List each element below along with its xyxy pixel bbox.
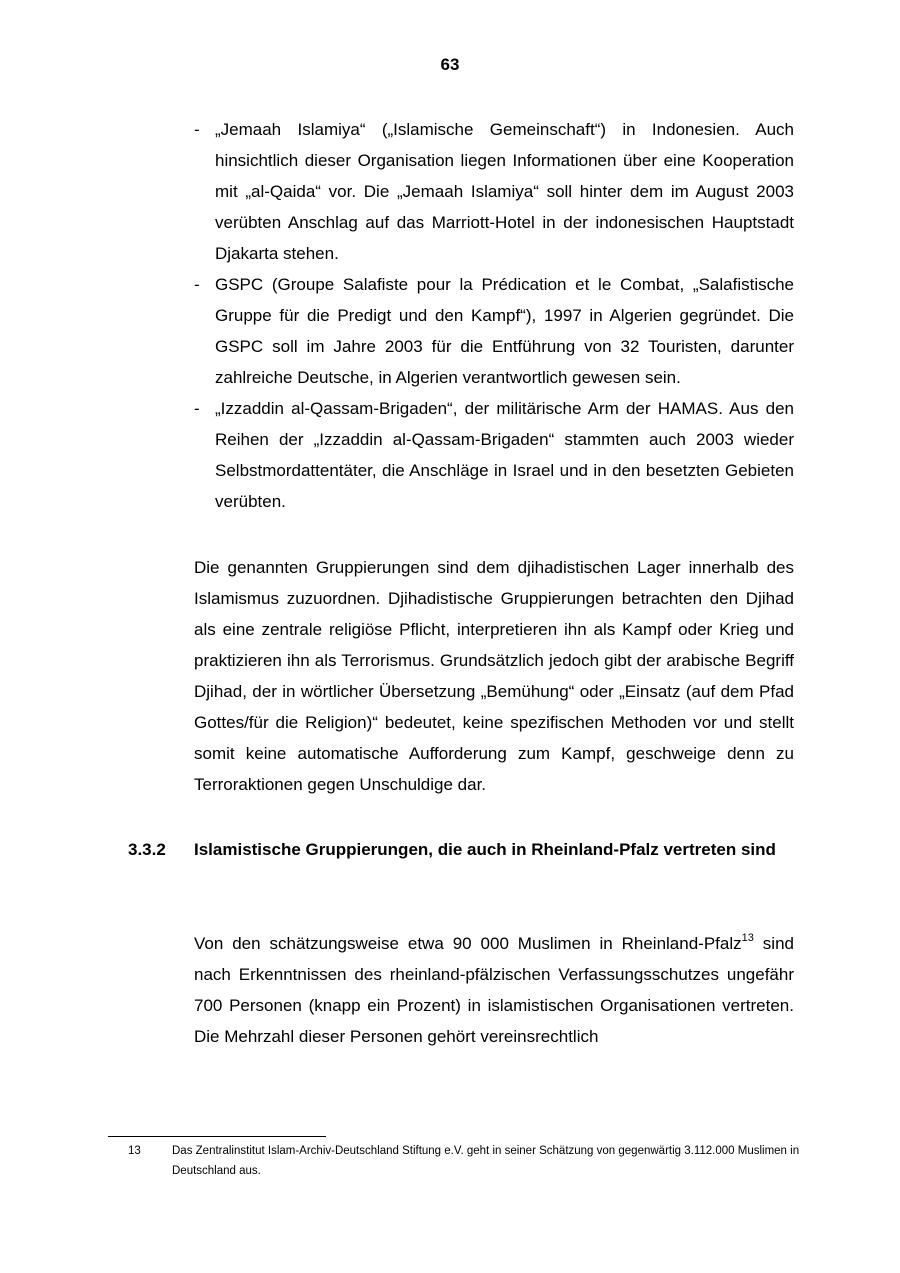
list-item-text: GSPC (Groupe Salafiste pour la Prédication et le Combat, „Salafistische Gruppe für die Predigt und den Kampf“), 1997 in Algerien gegründet. Die GSPC soll im Jahre 2003 für die Entführung von 32 Touristen, darunter zahlreiche Deutsche, in Algerien verantwortlich gewesen sein. (215, 275, 794, 387)
list-item (194, 114, 794, 269)
list-dash: - (194, 399, 200, 418)
djihad-paragraph: Die genannten Gruppierungen sind dem djihadistischen Lager innerhalb des Islamismus zuzuordnen. Djihadistische Gruppierungen betrachten den Djihad als eine zentrale religiöse Pflicht, interpretieren ihn als Kampf oder Krieg und praktizieren ihn als Terrorismus. Grundsätzlich jedoch gibt der arabische Begriff Djihad, der in wörtlicher Übersetzung „Bemühung“ oder „Einsatz (auf dem Pfad Gottes/für die Religion)“ bedeutet, keine spezifischen Methoden vor und stellt somit keine automatische Aufforderung zum Kampf, geschweige denn zu Terroraktionen gegen Unschuldige dar. (194, 558, 794, 794)
list-dash: - (194, 275, 200, 294)
footnote-number: 13 (128, 1145, 141, 1157)
organization-list (194, 114, 794, 517)
list-item-text: „Izzaddin al-Qassam-Brigaden“, der militärische Arm der HAMAS. Aus den Reihen der „Izzaddin al-Qassam-Brigaden“ stammten auch 2003 wieder Selbstmordattentäter, die Anschläge in Israel und in den besetzten Gebieten verübten. (215, 399, 794, 511)
list-dash: - (194, 120, 200, 139)
paragraph-text-start: Von den schätzungsweise etwa 90 000 Muslimen in Rheinland-Pfalz (194, 934, 742, 953)
footnote (128, 1141, 808, 1181)
section-number: 3.3.2 (128, 840, 166, 859)
paragraph-text-end: sind nach Erkenntnissen des rheinland-pfälzischen Verfassungsschutzes ungefähr 700 Personen (knapp ein Prozent) in islamistischen Organisationen vertreten. Die Mehrzahl dieser Personen gehört vereinsrechtlich (194, 934, 794, 1046)
footnote-text: Das Zentralinstitut Islam-Archiv-Deutschland Stiftung e.V. geht in seiner Schätzung von gegenwärtig 3.112.000 Muslimen in Deutschland aus. (172, 1145, 800, 1177)
list-item (194, 269, 794, 393)
list-item (194, 393, 794, 517)
muslims-paragraph (194, 928, 794, 1052)
section-heading (128, 834, 794, 866)
list-item-text: „Jemaah Islamiya“ („Islamische Gemeinschaft“) in Indonesien. Auch hinsichtlich dieser Organisation liegen Informationen über eine Kooperation mit „al-Qaida“ vor. Die „Jemaah Islamiya“ soll hinter dem im August 2003 verübten Anschlag auf das Marriott-Hotel in der indonesischen Hauptstadt Djakarta stehen. (215, 120, 794, 263)
page-number: 63 (440, 55, 460, 74)
footnote-reference[interactable]: 13 (741, 932, 754, 944)
section-title: Islamistische Gruppierungen, die auch in Rheinland-Pfalz vertreten sind (194, 840, 776, 859)
footnote-separator (108, 1136, 326, 1137)
